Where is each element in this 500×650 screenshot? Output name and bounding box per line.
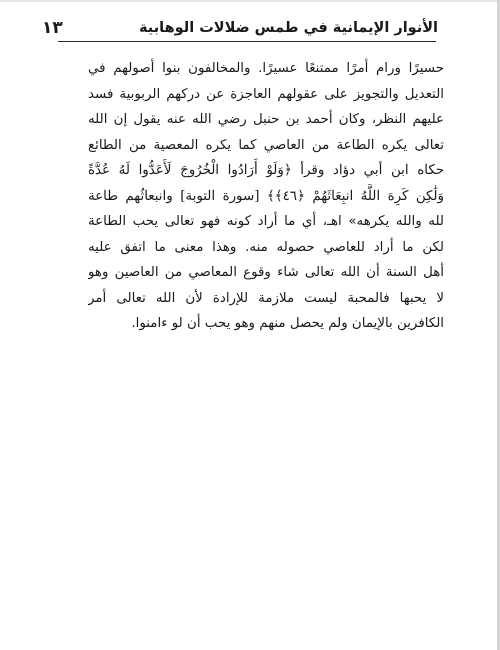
- text-line-quran: وَلَٰكِن كَرِهَ اللَّهُ انبِعَاثَهُمْ ﴿٤٦﴾﴾ [سورة التوبة] وانبعاثُهم طاعة: [88, 188, 444, 204]
- text-line: التعديل والتجويز على عقولهم العاجزة عن دركهم الربوبية فسد: [88, 86, 444, 102]
- running-header: [38, 16, 438, 40]
- page-number: ١٣: [42, 18, 63, 38]
- text-line: عليهم النظر، وكان أحمد بن حنبل رضي الله عنه يقول إن الله: [88, 112, 444, 127]
- text-line-quran: حكاه ابن أبي دؤاد وقرأ ﴿وَلَوْ أَرَادُوا الْخُرُوجَ لَأَعَدُّوا لَهُ عُدَّةً: [88, 163, 444, 178]
- running-title: الأنوار الإيمانية في طمس ضلالات الوهابية: [139, 20, 438, 36]
- text-line: أهل السنة أن الله تعالى شاء وقوع المعاصي من العاصين وهو: [88, 265, 444, 280]
- text-line-last: الكافرين بالإيمان ولم يحصل منهم وهو يحب أن لو ءامنوا.: [131, 316, 444, 331]
- scan-top-edge: [0, 0, 500, 2]
- text-line: لله والله يكرهه» اهـ، أي ما أراد كونه فهو تعالى يحب الطاعة: [88, 214, 444, 229]
- header-rule: [58, 41, 436, 42]
- text-line: حسيرًا ورام أمرًا ممتنعًا عسيرًا. والمخالفون بنوا أصولهم في: [88, 61, 444, 76]
- text-line: لكن ما أراد للعاصي حصوله منه. وهذا معنى ما اتفق عليه: [88, 239, 444, 255]
- body-text: [88, 56, 444, 337]
- text-line: تعالى يكره الطاعة من العاصي كما يكره المعصية من الطائع: [88, 137, 444, 153]
- text-line: لا يحبها فالمحبة ليست ملازمة للإرادة لأن الله تعالى أمر: [88, 290, 444, 306]
